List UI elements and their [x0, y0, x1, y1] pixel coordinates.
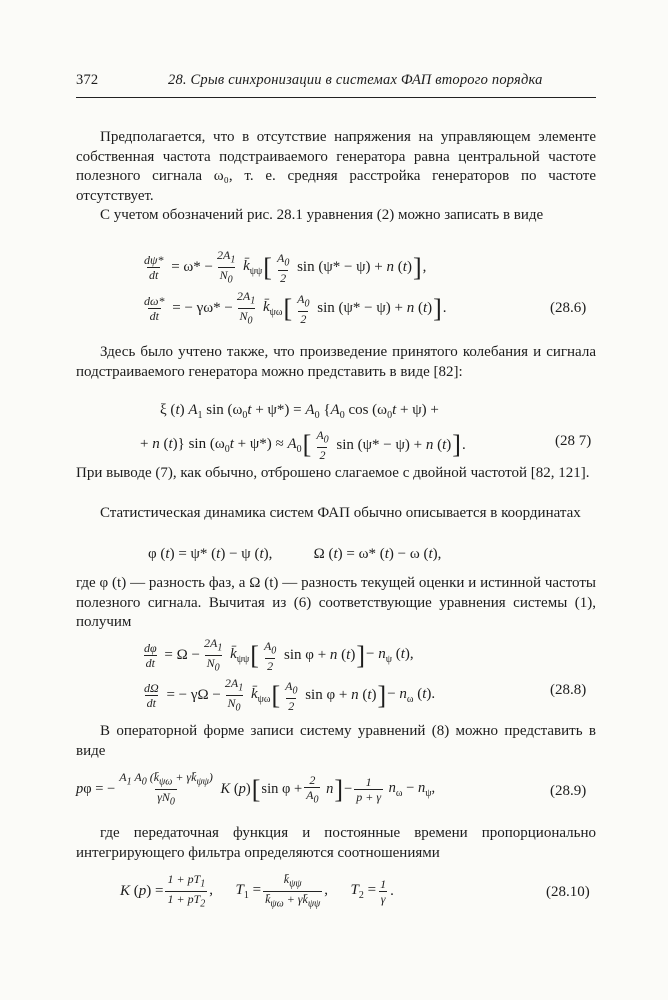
equation-28-9: pφ = − $\frac{A_1 A_0 (k̄_{\psi\omega} + \gamma k̄_{\psi\psi})}{\gamma N_0}$ K (p) [ sin φ + $\frac{2}{A_0}$ n ] − $\frac{1}{p + \gamma}$ $n_\omega - n_\psi$, [76, 770, 436, 808]
equation-number-28-10: (28.10) [546, 884, 590, 900]
paragraph-7: В операторной форме записи систему уравнений (8) можно представить в виде [76, 723, 596, 759]
equation-28-7-line-1: ξ (t) $A_1$ $\sin (\omega_0t + \psi*) = A_0$ {$A_0$ $\cos (\omega_0t + \psi)$ + [160, 402, 439, 421]
paragraph-6: где φ (t) — разность фаз, а Ω (t) — разность текущей оценки и истинной частоты полезного сигнала. Вычитая из (6) соответствующие уравнения системы (1), получим [76, 575, 596, 630]
paragraph-4: При выводе (7), как обычно, отброшено слагаемое с двойной частотой [82, 121]. [76, 465, 590, 481]
coordinates-equation: φ (t) = ψ* (t) − ψ (t), Ω (t) = ω* (t) − ω (t), [148, 546, 442, 562]
equation-number-28-7: (28 7) [555, 433, 592, 449]
equation-number-28-9: (28.9) [550, 783, 587, 799]
paragraph-3: Здесь было учтено также, что произведение принятого колебания и сигнала подстраиваемого генератора можно представить в виде [82]: [76, 344, 596, 380]
equation-number-28-8: (28.8) [550, 682, 587, 698]
equation-28-7-line-2: + n (t)} $\sin (\omega_0t + \psi*) \approx A_0$ [ $A_0$ 2 sin (ψ* − ψ) + n (t) ] . [140, 428, 466, 463]
paragraph-8: где передаточная функция и постоянные времени пропорционально интегрирующего фильтра определяются соотношениями [76, 825, 596, 861]
paragraph-1: Предполагается, что в отсутствие напряжения на управляющем элементе собственная частота подстраиваемого генератора равна центральной частоте полезного сигнала ω₀, т. е. средняя расстройка генераторов по частоте отсутствует. [76, 129, 596, 204]
page-number: 372 [76, 72, 99, 88]
paragraph-5: Статистическая динамика систем ФАП обычно описывается в координатах [100, 505, 581, 521]
equation-28-6-line-1: $\frac{d\psi*}{dt}$ = ω* − $\frac{2A_1}{N_0}$ $k̄_{\psi\psi}$ [ $A_0$ 2 sin (ψ* − ψ) + n (t) ] , [144, 248, 427, 286]
equation-28-8-line-2: $\frac{d\Omega}{dt}$ = − γΩ − $\frac{2A_1}{N_0}$ $k̄_{\psi\omega}$ [ $A_0$ 2 sin φ + n (t) ] − $n_\omega$ (t). [144, 676, 436, 714]
running-title: 28. Срыв синхронизации в системах ФАП второго порядка [168, 72, 543, 88]
equation-28-6-line-2: $\frac{d\omega*}{dt}$ = − γω* − $\frac{2A_1}{N_0}$ $k̄_{\psi\omega}$ [ $A_0$ 2 sin (ψ* − ψ) + n (t) ] . [144, 289, 447, 327]
equation-28-10: K (p) = $\frac{1 + pT_1}{1 + pT_2}$ , $T_1$ = $\frac{k̄_{\psi\psi}}{k̄_{\psi\omega} + \gamma k̄_{\psi\psi}}$ , $T_2$ = $\frac{1}{\gamma}$ . [120, 872, 394, 910]
paragraph-2: С учетом обозначений рис. 28.1 уравнения (2) можно записать в виде [100, 207, 544, 223]
equation-number-28-6: (28.6) [550, 300, 587, 316]
equation-28-8-line-1: $\frac{d\varphi}{dt}$ = Ω − $\frac{2A_1}{N_0}$ $k̄_{\psi\psi}$ [ $A_0$ 2 sin φ + n (t) ] − $n_\psi$ (t), [144, 636, 414, 674]
header-rule [76, 97, 596, 98]
